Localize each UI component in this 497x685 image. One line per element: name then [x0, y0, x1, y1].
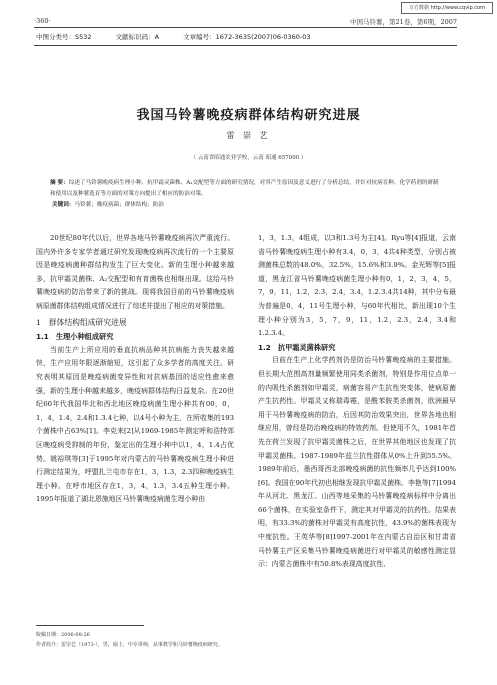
received-date: 收稿日期：2006-08-26 [36, 632, 90, 638]
paragraph-1-2: 目前在生产上化学药剂仍是防治马铃薯晚疫病的主要措施。但长期大范围高剂量频繁使用同类杀菌剂，特别是作用位点单一的内吸性杀菌剂如甲霜灵，病菌容易产生抗性突变体，使病原菌产生抗药性。甲霜灵又称瑞毒霉，是酰苯胺类杀菌剂，欧洲最早用于马铃薯晚疫病的防治，后因其防治效果突出，世界各地也相继应用，曾经是防治晚疫病的特效药剂。但使用不久，1981年首先在荷兰发现了抗甲霜灵菌株之后，在世界其他地区也发现了抗甲霜灵菌株。1987-1989年兹兰抗性群体从0%上升到55.5%。1989年前后，墨西哥西北部晚疫病菌的抗性频率几乎达到100%[6]。我国在90年代初也相继发现抗甲霜灵菌株。李艳等[7]1994年从河北、黑龙江、山西等地采集的马铃薯晚疫病标样中分离出66个菌株，在实验室条件下，测定其对甲霜灵的抗药性。结果表明，有33.3%的菌株对甲霜灵有高度抗性，43.9%的菌株表现为中度抗性。王英华等[8]1997-2001年在内蒙古自治区和甘肃省马铃薯主产区采集马铃薯晚疫病菌进行对甲霜灵的敏感性测定显示：内蒙古菌株中有50.8%表现高度抗性、 [258, 356, 456, 569]
paper-title: 我国马铃薯晚疫病群体结构研究进展 [136, 108, 361, 123]
keywords-label: 关键词： [52, 202, 75, 208]
article-number: 文章编号：1672-3635(2007)06-0360-03 [183, 33, 311, 41]
keywords [50, 200, 442, 211]
page-number: ·360· [34, 17, 51, 25]
header-rule [34, 27, 457, 28]
subsection-heading-1-1: 1.1 生理小种组成研究 [36, 332, 114, 342]
paper-author: 雷 崇 艺 [226, 131, 271, 140]
abstract-label: 摘 要： [50, 180, 69, 186]
abstract [50, 178, 442, 200]
journal-info: 中国马铃薯，第21卷，第6期，2007 [350, 18, 457, 26]
running-head [34, 14, 457, 28]
right-column [258, 232, 456, 572]
article-meta [36, 32, 332, 41]
intro-paragraph: 20世纪80年代以后，世界各地马铃薯晚疫病再次严重流行。国内外许多专家学者通过研究发现晚疫病再次流行的一个主要原因是晚疫病菌种群结构发生了巨大变化。新的生理小种越来越多，抗甲霜灵菌株、A₂交配型和有育菌株也相继出现。这给马铃薯晚疫病的防治带来了新的挑战。现将我国目前的马铃薯晚疫病病原菌群体结构组成情况进行了综述并提出了相应的对策措施。 [36, 234, 234, 310]
abstract-text: 综述了马铃薯晚疫病生理小种、抗甲霜灵菌株、A₂交配型等方面的研究情况，对其产生原因及意义进行了分析总结，并针对抗病育种、化学药剂的研制和使用以及种薯选育等方面的对策方向提出了相应的防治对策。 [50, 180, 439, 197]
clc-number: 中图分类号：S532 [36, 33, 92, 41]
abstract-block [50, 178, 442, 211]
subsection-heading-1-2: 1.2 抗甲霜灵菌株研究 [258, 342, 336, 352]
paragraph-continued: 1，3，1.3，4组成，以3和1.3号为主[4]。Ryu等[4]报道，云南省马铃薯晚疫病生理小种有3.4，0，3，4共4种类型，分别占被测菌株总数的48.0%，32.5%，15.6%和3.9%。金光辉等[5]报道，黑龙江省马铃薯晚疫病菌生理小种有0，1，2，3，4，5，7，9，11，1.2，2.3，2.4，3.4，1.2.3.4共14种，其中分布最为普遍是0，4，11号生理小种，与60年代相比，新出现10个生理小种分别为3，5，7，9，11，1.2，2.3，2.4，3.4和1.2.3.4。 [258, 234, 456, 338]
section-heading-1: 1 群体结构组成研究进展 [36, 317, 127, 327]
meta-rule [34, 45, 457, 46]
keywords-text: 马铃薯；晚疫病菌；群体结构；防治 [74, 202, 164, 208]
watermark-stamp: 万方数据 http://www.cqvip.com [401, 2, 493, 14]
author-affiliation: （ 云南省昭通农业学校，云南 昭通 657000 ） [190, 155, 307, 161]
author-bio: 作者简介：雷崇艺（1973-），男，硕士，中专讲师，从事教学和马铃薯晚疫病研究。 [36, 642, 223, 648]
doc-code: 文献标识码：A [115, 33, 160, 41]
footnotes [36, 630, 236, 650]
left-column [36, 232, 234, 507]
paragraph-1-1: 当前生产上所应用的垂直抗病品种其抗病能力丧失越来越快，生产应用年限逐渐缩短，这引起了众多学者的高度关注。研究表明其原因是晚疫病菌变异性和对抗病基因的适应性愈来愈强，新的生理小种越来越多，晚疫病群体结构日益复杂。在20世纪60年代我国华北和西北地区晚疫病菌生理小种共有00，0，1，4，1.4，2.4和1.3.4七种，以4号小种为主，在所收集的193个菌株中占63%[1]。李克来[2]从1969-1985年测定呼和浩特郊区晚疫病受抑制的年份，鉴定出的生理小种中以1，4，1.4占优势。姚裕琪等[3]于1995年对内蒙古的马铃薯晚疫病生理小种进行测定结果为，呼盟扎兰屯市存在1，3，1.3，2.3四种晚疫病生理小种。在呼市地区存在1，3，4，1.3，3.4五种生理小种。1995年报道了湖北恩施地区马铃薯晚疫病菌生理小种由 [36, 345, 234, 504]
footnote-rule [36, 625, 144, 626]
